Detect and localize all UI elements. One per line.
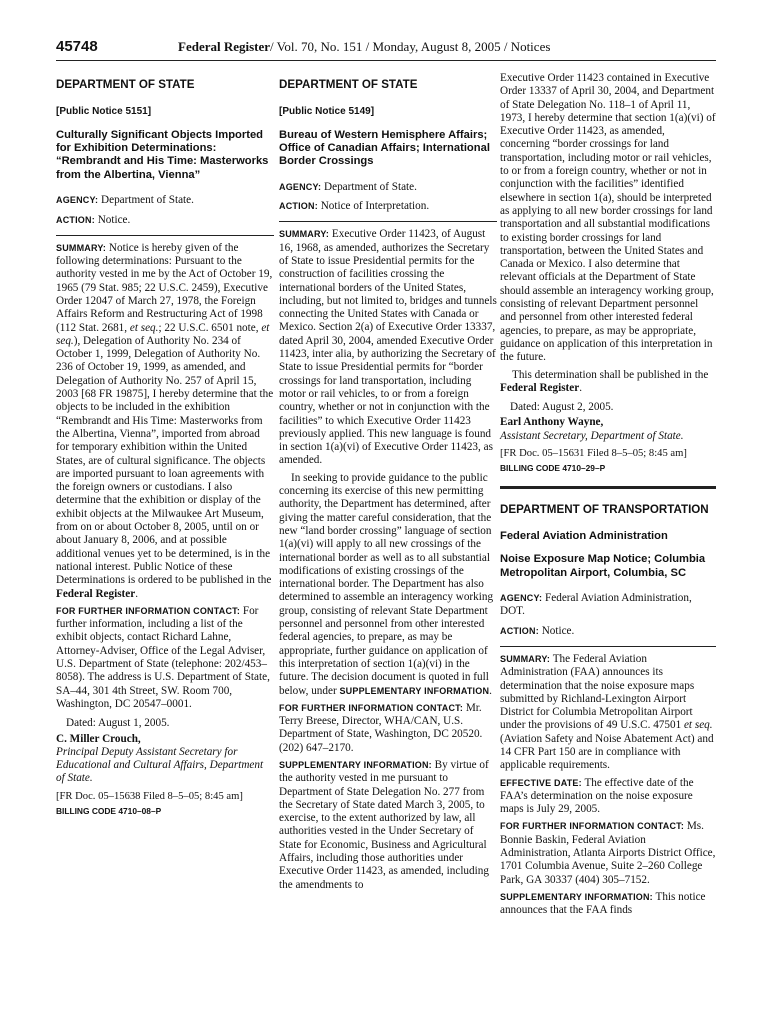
fr-doc-line: [FR Doc. 05–15631 Filed 8–5–05; 8:45 am] bbox=[500, 448, 687, 460]
publish-text: This determination shall be published in the bbox=[512, 368, 709, 381]
summary-text: Executive Order 11423, of August 16, 1968, as amended, authorizes the Secretary of State to issue Presidential permits for the construction of facilities crossing the international borders of the United States, including, but not limited to, bridges and tunnels connecting the United States with Canada or Mexico. Section 2(a) of Executive Order 13337, dated April 30, 2004, amended Executive Order 11423, inter alia, by authorizing the Secretary of State to issue Presidential permits for “border crossings for land transportation, including motor or rail vehicles, to or from a foreign country, whether or not in conjunction with the facilities” to which Executive Order 11423 previously applied. This new language is found in section 1(a)(vi) of Executive Order 11423, as amended. bbox=[279, 228, 497, 467]
volume-info: / Vol. 70, No. 151 / Monday, August 8, 2005 / Notices bbox=[270, 39, 551, 54]
agency-line bbox=[500, 592, 716, 619]
action-value: Notice. bbox=[97, 213, 131, 226]
summary-paragraph bbox=[500, 653, 716, 773]
action-label: ACTION: bbox=[500, 625, 539, 636]
signer-title: Principal Deputy Assistant Secretary for Educational and Cultural Affairs, Department of State. bbox=[56, 745, 264, 785]
billing-code: BILLING CODE 4710–08–P bbox=[56, 805, 162, 816]
action-line bbox=[500, 625, 716, 638]
publication-name: Federal Register bbox=[178, 39, 271, 54]
publish-paragraph bbox=[500, 369, 716, 396]
action-value: Notice. bbox=[541, 624, 575, 637]
federal-register-ref: Federal Register bbox=[56, 587, 136, 600]
summary-text: The Federal Aviation Administration (FAA) announces its determination that the noise exposure maps submitted by Richland-Lexington Airport District for Columbia Metropolitan Airport under the provisions of 49 U.S.C. 47501 bbox=[500, 652, 695, 732]
section-divider bbox=[279, 221, 497, 222]
column-1 bbox=[56, 72, 274, 818]
contact-label: FOR FURTHER INFORMATION CONTACT: bbox=[56, 605, 241, 616]
publication-line bbox=[178, 39, 550, 55]
department-heading: DEPARTMENT OF TRANSPORTATION bbox=[500, 502, 709, 516]
agency-line bbox=[56, 194, 274, 207]
effective-label: EFFECTIVE DATE: bbox=[500, 777, 582, 788]
contact-paragraph bbox=[279, 702, 497, 755]
agency-value: Department of State. bbox=[101, 194, 194, 207]
supplementary-paragraph bbox=[500, 891, 716, 918]
summary-text: (Aviation Safety and Noise Abatement Act) and 14 CFR Part 150 are in compliance with applicable requirements. bbox=[500, 732, 714, 772]
summary-italic: et seq. bbox=[683, 719, 713, 732]
agency-line bbox=[279, 181, 497, 194]
contact-text: For further information, including a list of the exhibit objects, contact Richard Lahne, Attorney-Adviser, Office of the Legal Adviser, U.S. Department of State (telephone: 202/453–8058). The address is U.S. Department of State, SA–44, 301 4th Street, SW. Room 700, Washington, DC 20547–0001. bbox=[56, 604, 270, 710]
agency-label: AGENCY: bbox=[279, 181, 322, 192]
contact-paragraph bbox=[56, 605, 274, 711]
summary-paragraph-2 bbox=[279, 472, 497, 698]
department-heading: DEPARTMENT OF STATE bbox=[279, 78, 418, 91]
effective-date-paragraph bbox=[500, 777, 716, 817]
page-number: 45748 bbox=[56, 38, 98, 55]
supplementary-text: This notice announces that the FAA finds bbox=[500, 890, 706, 917]
summary-text: ), Delegation of Authority No. 234 of October 1, 1999, Delegation of Authority No. 236 of October 19, 1999, as amended, and Delegation of Authority No. 257 of April 15, 2003 [68 FR 19875], I hereby determine that the objects to be included in the exhibition “Rembrandt and His Time: Masterworks from the Albertina, Vienna”, imported from abroad for temporary exhibition within the United States, are of cultural significance. The objects are imported pursuant to loan agreements with the foreign owners or custodians. I also determine that the exhibition or display of the exhibit objects at the Milwaukee Art Museum, from on or about October 8, 2005, until on or about January 8, 2006, and at possible additional venues yet to be determined, is in the national interest. Public Notice of these Determinations is ordered to be published in the bbox=[56, 334, 274, 587]
summary-italic: et seq. bbox=[56, 321, 270, 347]
agency-value: Department of State. bbox=[324, 180, 417, 193]
signer-name: C. Miller Crouch, bbox=[56, 732, 141, 745]
signer-title: Assistant Secretary, Department of State. bbox=[500, 429, 684, 442]
supplementary-label: SUPPLEMENTARY INFORMATION: bbox=[279, 759, 432, 770]
publish-text: . bbox=[579, 381, 583, 394]
section-divider bbox=[500, 646, 716, 647]
summary-paragraph bbox=[279, 228, 497, 467]
notice-title: Bureau of Western Hemisphere Affairs; Office of Canadian Affairs; International Border Crossings bbox=[279, 128, 490, 168]
notice-title: Noise Exposure Map Notice; Columbia Metropolitan Airport, Columbia, SC bbox=[500, 553, 706, 579]
fr-doc-line: [FR Doc. 05–15638 Filed 8–5–05; 8:45 am] bbox=[56, 790, 243, 802]
summary-label: SUMMARY: bbox=[56, 242, 107, 253]
effective-text: The effective date of the FAA’s determination on the noise exposure maps is July 29, 2005. bbox=[500, 776, 694, 816]
action-line bbox=[56, 214, 274, 227]
running-header bbox=[56, 38, 716, 61]
sub-agency-heading: Federal Aviation Administration bbox=[500, 529, 668, 542]
contact-text: Ms. Bonnie Baskin, Federal Aviation Administration, Atlanta Airports District Office, 1701 Columbia Avenue, Suite 2–260 College Park, GA 30337 (404) 305–7152. bbox=[500, 820, 716, 886]
summary-text: . bbox=[489, 684, 492, 697]
notice-number: [Public Notice 5151] bbox=[56, 106, 152, 118]
supplementary-paragraph bbox=[279, 759, 497, 892]
supplementary-text: By virtue of the authority vested in me pursuant to Department of State Delegation No. 277 from the Secretary of State dated March 3, 2005, to exercise, to the extent authorized by law, all authorities vested in the Under Secretary of State for Economic, Business and Agricultural Affairs, including those authorities under Executive Order 11423, as amended, including the amendments to bbox=[279, 758, 489, 891]
action-line bbox=[279, 200, 497, 213]
summary-label: SUMMARY: bbox=[500, 653, 551, 664]
summary-text: . bbox=[135, 587, 139, 600]
agency-label: AGENCY: bbox=[500, 593, 543, 604]
agency-value: Federal Aviation Administration, DOT. bbox=[500, 592, 692, 618]
supplementary-label: SUPPLEMENTARY INFORMATION: bbox=[500, 891, 653, 902]
continued-paragraph: Executive Order 11423 contained in Executive Order 13337 of April 30, 2004, and Department of State Delegation No. 118–1 of April 11, 1973, I hereby determine that section 1(a)(vi) of Executive Order 11423, as amended, concerning “border crossings for land transportation, including motor or rail vehicles, to or from a foreign country, whether or not in conjunction with the facilities” identified elsewhere in section 1(a), should be interpreted as applying to all new border crossings for land transportation and all substantial modifications to existing border crossings for land transportation, between the United States and Canada or Mexico. I also determine that relevant officials at the Department of State should assemble an interagency working group, consisting of relevant Department personnel and personnel from other interested federal agencies, to prepare, as may be appropriate, guidance on application of this interpretation in the future. bbox=[500, 72, 716, 364]
summary-text: Notice is hereby given of the following determinations: Pursuant to the authority vested in me by the Act of October 19, 1965 (79 Stat. 985; 22 U.S.C. 2459), Executive Order 12047 of March 27, 1978, the Foreign Affairs Reform and Restructuring Act of 1998 (112 Stat. 2681, bbox=[56, 241, 273, 334]
dated-line: Dated: August 2, 2005. bbox=[510, 401, 614, 414]
department-heading: DEPARTMENT OF STATE bbox=[56, 78, 195, 91]
summary-text: ; 22 U.S.C. 6501 note, bbox=[158, 321, 259, 334]
signer-name: Earl Anthony Wayne, bbox=[500, 416, 604, 429]
dated-line: Dated: August 1, 2005. bbox=[66, 717, 170, 730]
summary-text: In seeking to provide guidance to the public concerning its exercise of this new permitting authority, the Department has determined, after giving the matter careful consideration, that the new “land border crossing” language of section 1(a)(vi) will apply to all new crossings of the international border as well as to all substantial modifications of existing crossings of the international border. The Department has also determined to assemble an interagency working group, consisting of relevant State Department personnel and personnel from other interested federal agencies, to prepare, as may be appropriate, further guidance on application of this interpretation of section 1(a)(vi) in the future. The decision document is quoted in full below, under bbox=[279, 471, 494, 697]
section-separator bbox=[500, 486, 716, 489]
contact-paragraph bbox=[500, 820, 716, 886]
summary-italic: et seq. bbox=[129, 321, 159, 334]
billing-code: BILLING CODE 4710–29–P bbox=[500, 463, 606, 474]
column-2 bbox=[279, 72, 497, 896]
summary-label: SUMMARY: bbox=[279, 229, 330, 240]
contact-text: Mr. Terry Breese, Director, WHA/CAN, U.S. Department of State, Washington, DC 20520. (202) 647–2170. bbox=[279, 701, 483, 754]
column-3 bbox=[500, 72, 716, 922]
supplementary-ref: SUPPLEMENTARY INFORMATION bbox=[339, 685, 490, 696]
action-label: ACTION: bbox=[279, 201, 318, 212]
section-divider bbox=[56, 235, 274, 236]
summary-paragraph bbox=[56, 242, 274, 601]
contact-label: FOR FURTHER INFORMATION CONTACT: bbox=[279, 702, 464, 713]
action-label: ACTION: bbox=[56, 214, 95, 225]
agency-label: AGENCY: bbox=[56, 195, 99, 206]
federal-register-ref: Federal Register bbox=[500, 381, 580, 394]
notice-title: Culturally Significant Objects Imported for Exhibition Determinations: “Rembrandt and His Time: Masterworks from the Albertina, Vienna” bbox=[56, 128, 269, 181]
contact-label: FOR FURTHER INFORMATION CONTACT: bbox=[500, 821, 685, 832]
notice-number: [Public Notice 5149] bbox=[279, 106, 375, 118]
action-value: Notice of Interpretation. bbox=[320, 200, 430, 213]
